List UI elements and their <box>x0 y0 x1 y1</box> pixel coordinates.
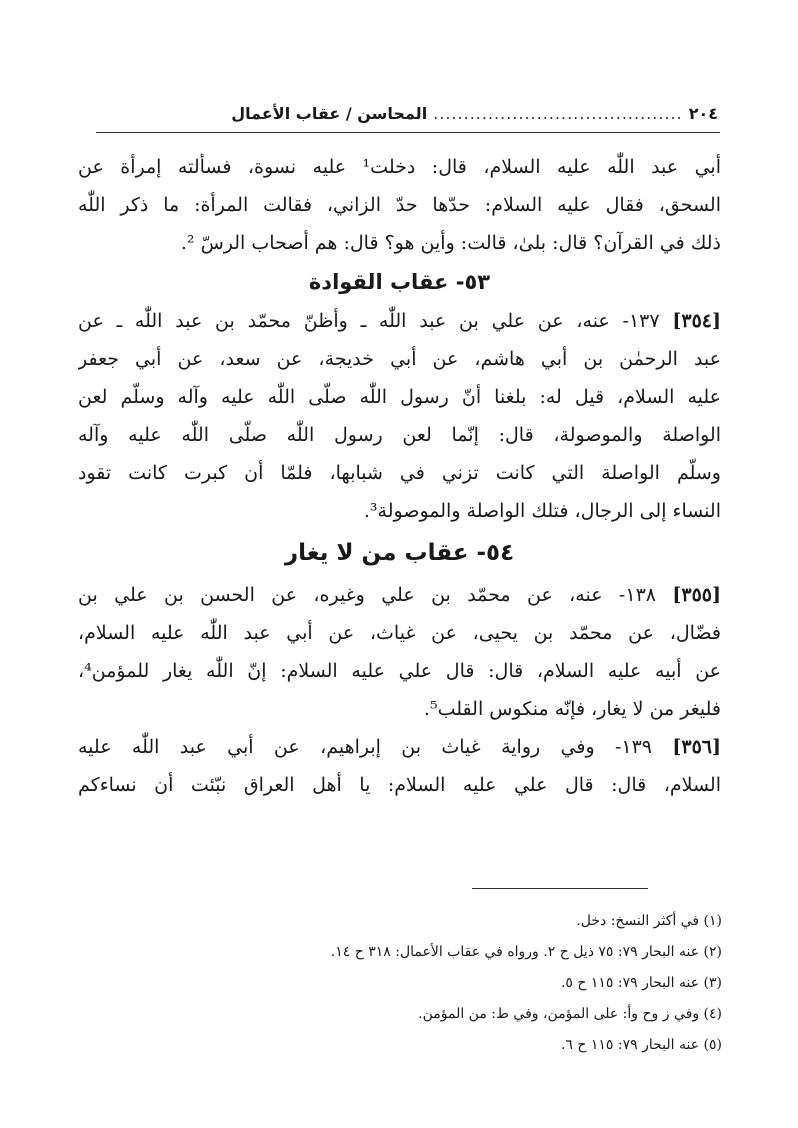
footnote-divider <box>472 888 648 889</box>
text-line: السحق، فقال عليه السلام: حدّها حدّ الزاني، فقالت المرأة: ما ذكر اللّٰه <box>78 194 721 216</box>
section-heading-54: ٥٤- عقاب من لا يغار <box>284 540 515 566</box>
page-number: ٢٠٤ <box>688 103 718 123</box>
section-heading-53: ٥٣- عقاب القوادة <box>308 270 491 294</box>
running-title: المحاسن / عقاب الأعمال <box>231 103 428 123</box>
header-leader-dots: ......................................... <box>433 103 683 123</box>
footnote: (٥) عنه البحار ٧٩: ١١٥ ح ٦. <box>560 1037 722 1053</box>
footnote: (٣) عنه البحار ٧٩: ١١٥ ح ٥. <box>560 975 722 991</box>
hadith-number: [٣٥٤] <box>672 310 721 332</box>
text-line <box>78 302 721 340</box>
text-line: فليغر من لا يغار، فإنّه منكوس القلب⁵. <box>423 698 721 720</box>
text-line: ذلك في القرآن؟ قال: بلىٰ، قالت: وأين هو؟ قال: هم أصحاب الرسّ ². <box>180 232 721 254</box>
text-line: السلام، قال: قال علي عليه السلام: يا أهل العراق نبّئت أن نساءكم <box>78 774 721 796</box>
hadith-number: [٣٥٥] <box>672 584 721 606</box>
text-line: فضّال، عن محمّد بن يحيى، عن غياث، عن أبي عبد اللّٰه عليه السلام، <box>78 622 721 644</box>
text-line: عن أبيه عليه السلام، قال: قال علي عليه السلام: إنّ اللّٰه يغار للمؤمن⁴، <box>78 660 721 682</box>
footnote: (٢) عنه البحار ٧٩: ٧٥ ذيل ح ٢. ورواه في عقاب الأعمال: ٣١٨ ح ١٤. <box>330 944 722 960</box>
footnote: (٤) وفي ز وح وأ: على المؤمن، وفي ط: من المؤمن. <box>418 1006 722 1022</box>
main-text <box>78 148 721 804</box>
text-line: أبي عبد اللّٰه عليه السلام، قال: دخلت¹ عليه نسوة، فسألته إمرأة عن <box>78 156 721 178</box>
text-line <box>78 728 721 766</box>
text-line: عبد الرحمٰن بن أبي هاشم، عن أبي خديجة، عن سعد، عن أبي جعفر <box>78 348 721 370</box>
text-line: الواصلة والموصولة، قال: إنّما لعن رسول اللّٰه صلّى اللّٰه عليه وآله <box>78 424 721 446</box>
text-line: النساء إلى الرجال، فتلك الواصلة والموصولة³. <box>363 500 721 522</box>
text-line <box>78 576 721 614</box>
text-span: ١٣٧- عنه، عن علي بن عبد اللّٰه ـ وأظنّ محمّد بن عبد اللّٰه ـ عن <box>78 310 660 332</box>
text-line: عليه السلام، قيل له: بلغنا أنّ رسول اللّٰه صلّى اللّٰه عليه وآله وسلّم لعن <box>78 386 721 408</box>
text-span: ١٣٩- وفي رواية غياث بن إبراهيم، عن أبي عبد اللّٰه عليه <box>78 736 653 758</box>
footnotes <box>150 906 722 1061</box>
header-divider <box>96 132 720 133</box>
hadith-number: [٣٥٦] <box>672 736 721 758</box>
text-line: وسلّم الواصلة التي كانت تزني في شبابها، فلمّا أن كبرت كانت تقود <box>78 462 721 484</box>
text-span: ١٣٨- عنه، عن محمّد بن علي وغيره، عن الحسن بن علي بن <box>78 584 656 606</box>
footnote: (١) في أكثر النسخ: دخل. <box>576 913 722 929</box>
page-header <box>100 98 718 128</box>
